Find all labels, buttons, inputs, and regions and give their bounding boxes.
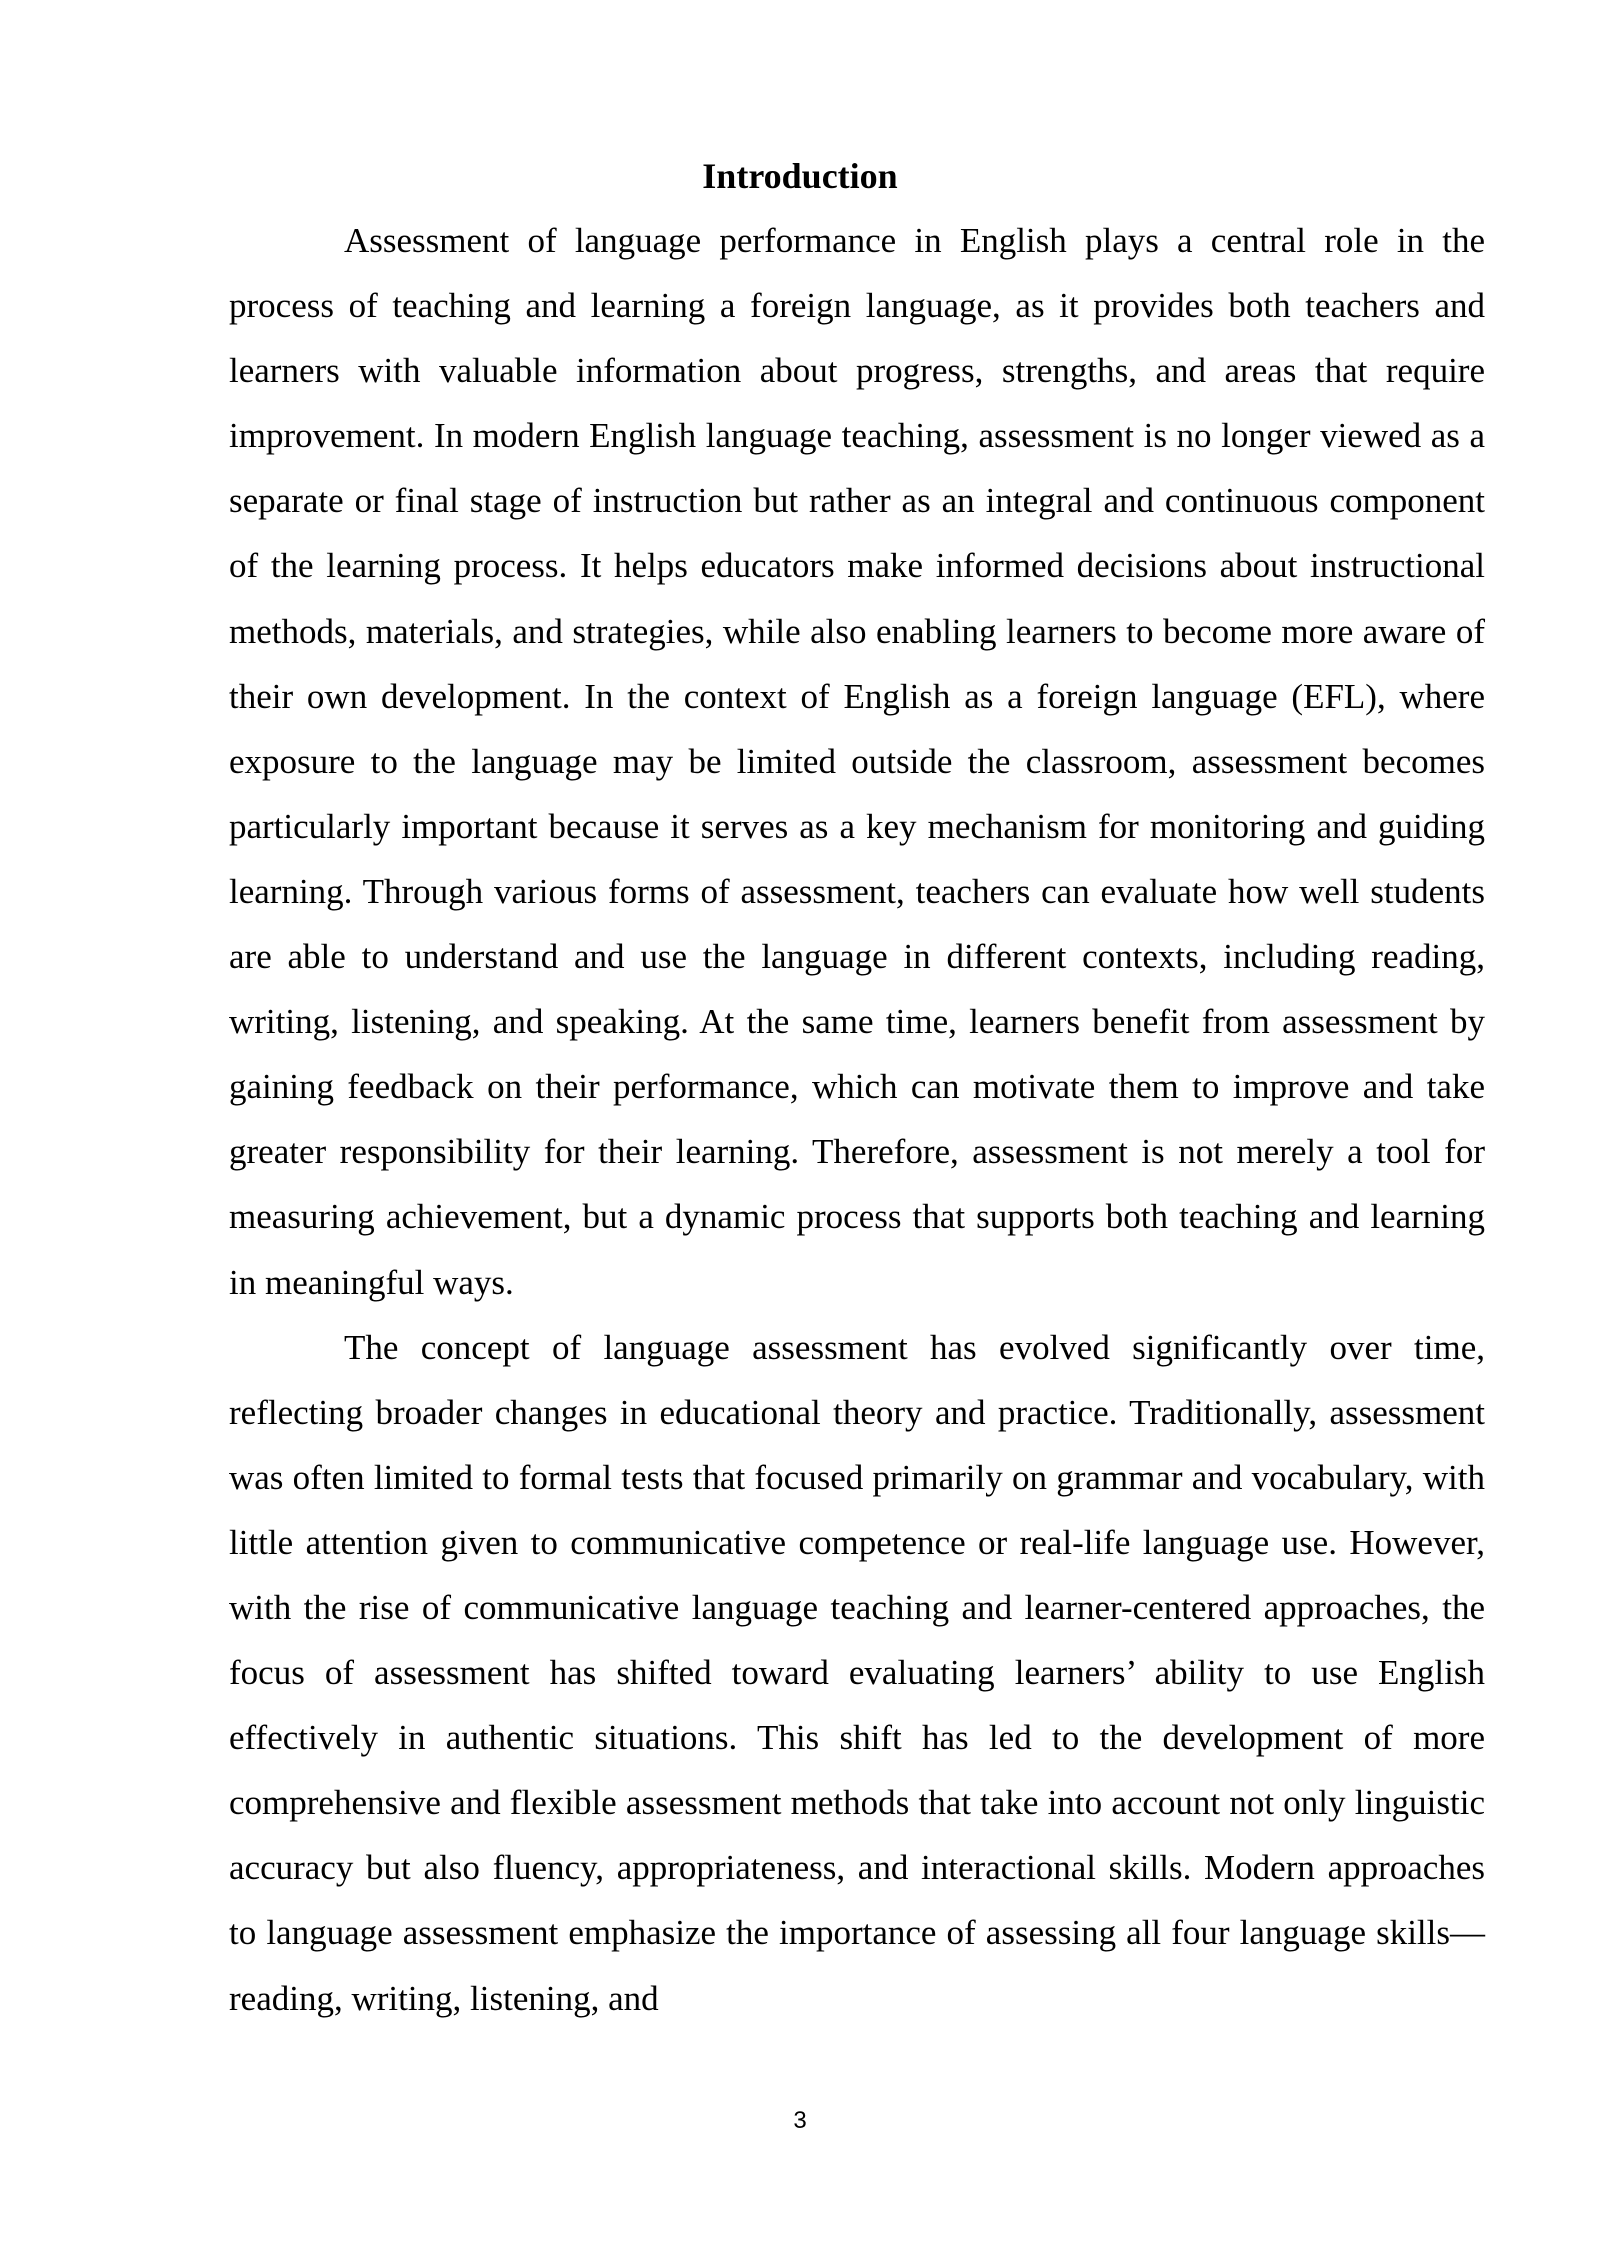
paragraph: Assessment of language performance in English plays a central role in the process of teaching and learning a foreign language, as it provides both teachers and learners with valuable information about progress, strengths, and areas that require improvement. In modern English language teaching, assessment is no longer viewed as a separate or final stage of instruction but rather as an integral and continuous component of the learning process. It helps educators make informed decisions about instructional methods, materials, and strategies, while also enabling learners to become more aware of their own development. In the context of English as a foreign language (EFL), where exposure to the language may be limited outside the classroom, assessment becomes particularly important because it serves as a key mechanism for monitoring and guiding learning. Through various forms of assessment, teachers can evaluate how well students are able to understand and use the language in different contexts, including reading, writing, listening, and speaking. At the same time, learners benefit from assessment by gaining feedback on their performance, which can motivate them to improve and take greater responsibility for their learning. Therefore, assessment is not merely a tool for measuring achievement, but a dynamic process that supports both teaching and learning in meaningful ways. bbox=[229, 221, 1485, 1302]
body-text bbox=[229, 208, 1485, 2031]
paragraph: The concept of language assessment has evolved significantly over time, reflecting broader changes in educational theory and practice. Traditionally, assessment was often limited to formal tests that focused primarily on grammar and vocabulary, with little attention given to communicative competence or real-life language use. However, with the rise of communicative language teaching and learner-centered approaches, the focus of assessment has shifted toward evaluating learners’ ability to use English effectively in authentic situations. This shift has led to the development of more comprehensive and flexible assessment methods that take into account not only linguistic accuracy but also fluency, appropriateness, and interactional skills. Modern approaches to language assessment emphasize the importance of assessing all four language skills—reading, writing, listening, and bbox=[229, 1327, 1485, 2018]
page-number: 3 bbox=[793, 2107, 807, 2134]
page-title: Introduction bbox=[702, 156, 898, 196]
